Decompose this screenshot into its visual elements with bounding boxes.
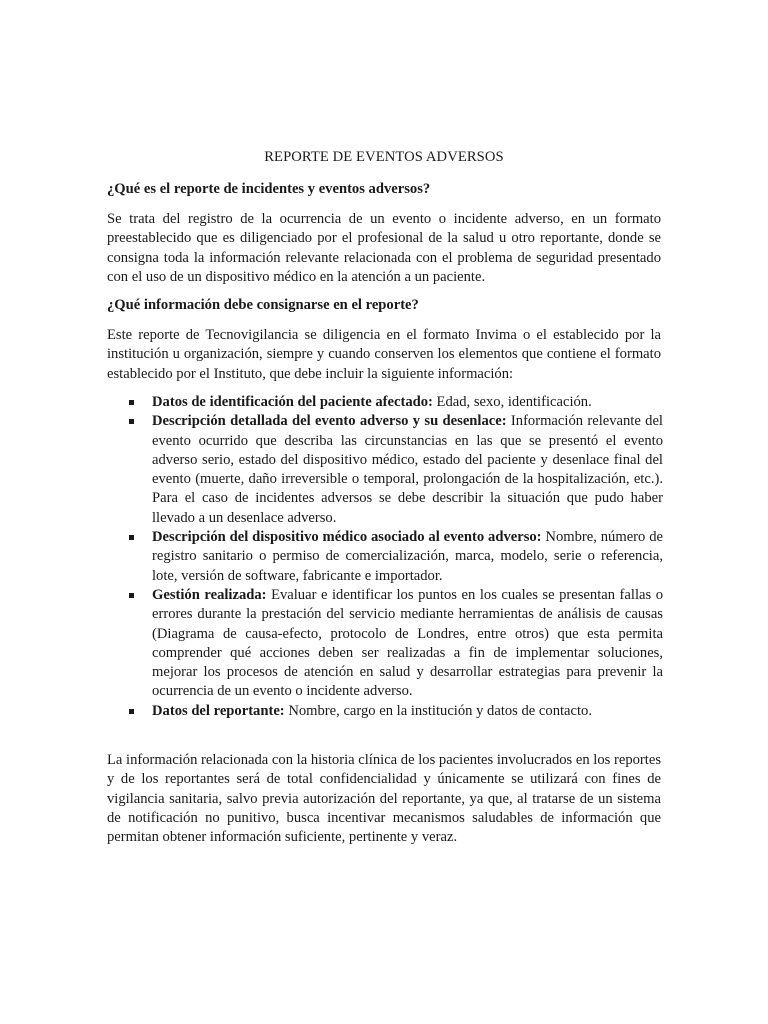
list-item-device-description xyxy=(107,528,663,586)
list-item-text: Evaluar e identificar los puntos en los cuales se presentan fallas o errores durante la prestación del servicio mediante herramientas de análisis de causas (Diagrama de causa-efecto, protocolo de Londres, entre otros) que esta permita comprender qué acciones deben ser realizadas a fin de implementar soluciones, mejorar los procesos de atención en salud y desarrollar estrategias para prevenir la ocurrencia de un evento o incidente adverso. xyxy=(152,586,663,700)
list-item-text: Nombre, cargo en la institución y datos de contacto. xyxy=(284,702,593,719)
square-bullet-icon xyxy=(129,400,134,405)
section-heading-what-is-report: ¿Qué es el reporte de incidentes y eventos adversos? xyxy=(107,181,431,197)
section-paragraph-what-is-report: Se trata del registro de la ocurrencia de un evento o incidente adverso, en un formato preestablecido que es diligenciado por el profesional de la salud u otro reportante, donde se consigna toda la información relevante relacionada con el problema de seguridad presentado con el uso de un dispositivo médico en la atención a un paciente. xyxy=(107,211,661,285)
document-title: REPORTE DE EVENTOS ADVERSOS xyxy=(264,149,504,165)
list-item-label: Gestión realizada: xyxy=(152,586,267,603)
list-item-reporter-data xyxy=(107,702,663,721)
square-bullet-icon xyxy=(129,593,134,598)
list-item-event-description xyxy=(107,412,663,528)
list-item-text: Información relevante del evento ocurrido que describa las circunstancias en las que se presentó el evento adverso serio, estado del dispositivo médico, estado del paciente y desenlace final del evento (muerte, daño irreversible o temporal, prolongación de la hospitalización, etc.). Para el caso de incidentes adversos se debe describir la situación que pudo haber llevado a un desenlace adverso. xyxy=(152,413,663,526)
list-item-label: Descripción del dispositivo médico asociado al evento adverso: xyxy=(152,529,542,546)
square-bullet-icon xyxy=(129,535,134,540)
list-item-patient-identification xyxy=(107,393,663,412)
square-bullet-icon xyxy=(129,709,134,714)
square-bullet-icon xyxy=(129,419,134,424)
list-item-management-performed xyxy=(107,586,663,702)
required-information-list xyxy=(107,393,663,721)
list-item-label: Datos de identificación del paciente afectado: xyxy=(152,394,433,410)
list-item-label: Descripción detallada del evento adverso y su desenlace: xyxy=(152,413,507,430)
list-item-text: Edad, sexo, identificación. xyxy=(432,394,592,410)
section-paragraph-report-information: Este reporte de Tecnovigilancia se diligencia en el formato Invima o el establecido por la institución u organización, siempre y cuando conserven los elementos que contiene el formato establecido por el Instituto, que debe incluir la siguiente información: xyxy=(107,327,661,382)
list-item-text: Nombre, número de registro sanitario o permiso de comercialización, marca, modelo, serie o referencia, lote, versión de software, fabricante e importador. xyxy=(152,529,663,584)
list-item-label: Datos del reportante: xyxy=(152,702,285,719)
section-heading-report-information: ¿Qué información debe consignarse en el reporte? xyxy=(107,297,419,313)
closing-paragraph: La información relacionada con la historia clínica de los pacientes involucrados en los reportes y de los reportantes será de total confidencialidad y únicamente se utilizará con fines de vigilancia sanitaria, salvo previa autorización del reportante, ya que, al tratarse de un sistema de notificación no punitivo, busca incentivar mecanismos saludables de información que permitan obtener información suficiente, pertinente y veraz. xyxy=(107,752,661,846)
